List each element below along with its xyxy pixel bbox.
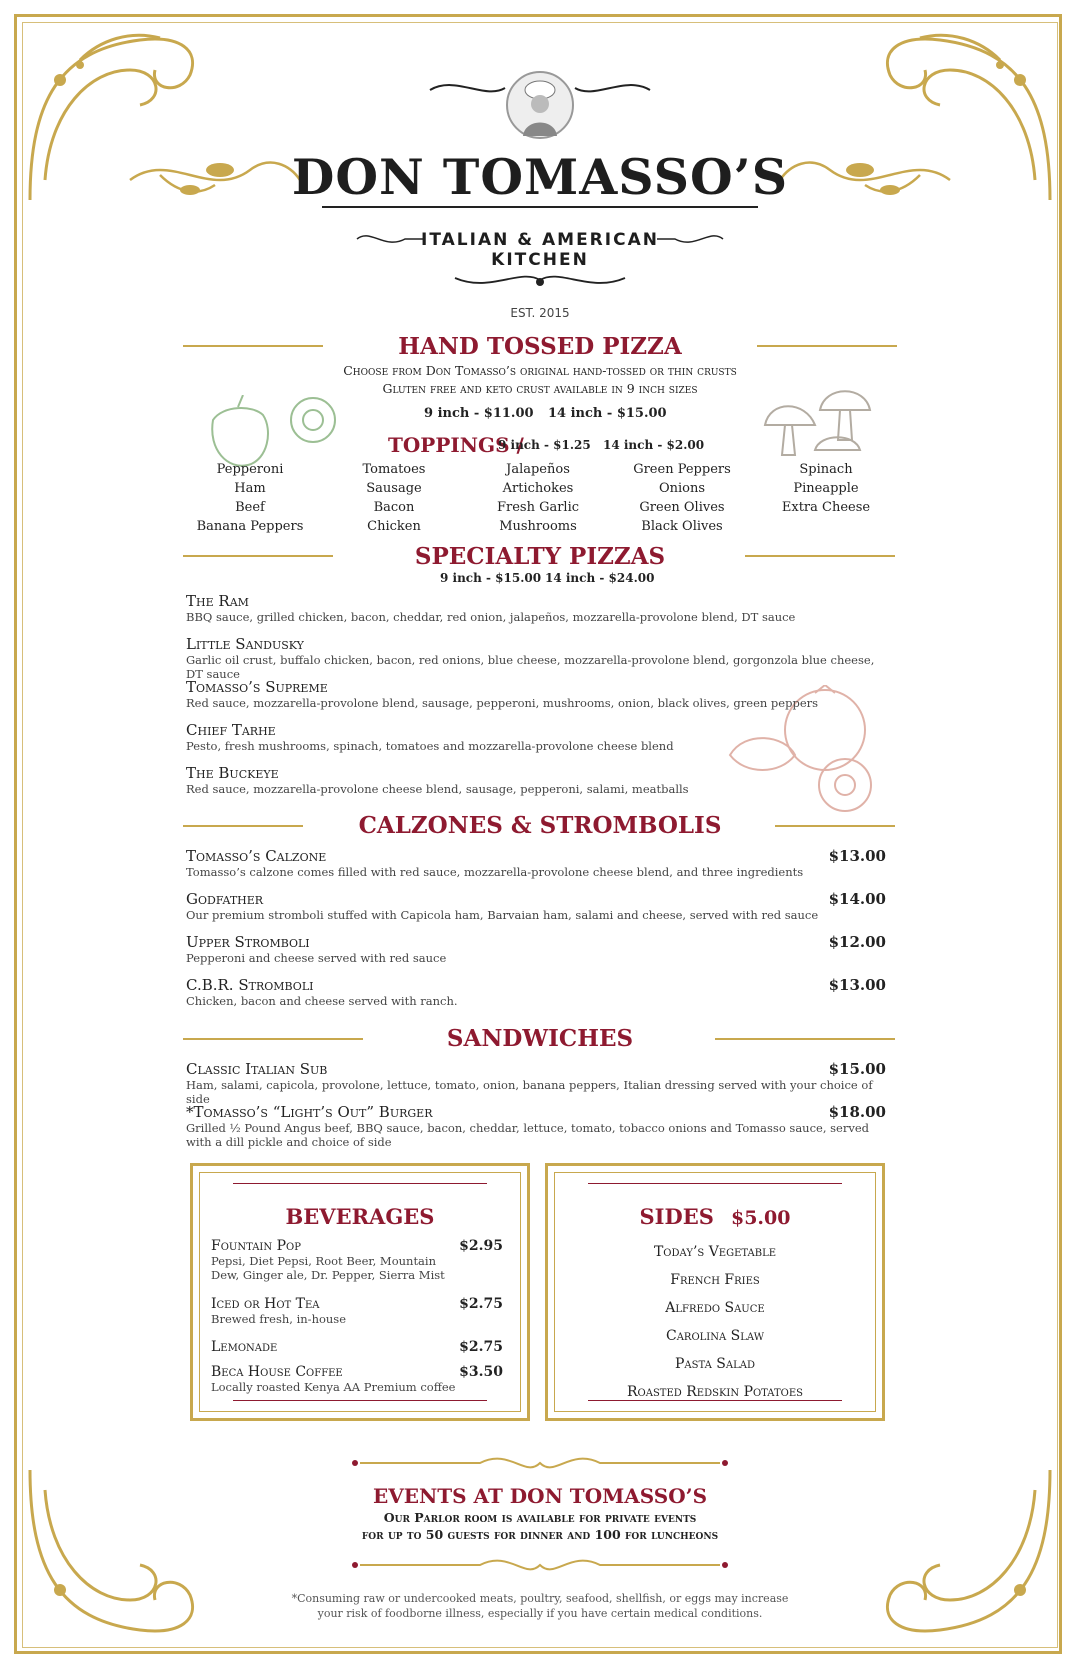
beverage-item (211, 1296, 503, 1326)
topping-item: Green Olives (639, 500, 725, 515)
scroll-left-icon (355, 228, 425, 250)
events-title: EVENTS AT DON TOMASSO’S (372, 1484, 708, 1508)
sandwich-item-price: $15.00 (828, 1060, 886, 1078)
calzone-item-name: Upper Stromboli (186, 933, 310, 951)
topping-item: Chicken (367, 519, 421, 534)
toppings-price-14: 14 inch - $2.00 (603, 438, 705, 452)
beverage-item-name: Beca House Coffee (211, 1364, 343, 1380)
beverage-item-price: $2.75 (459, 1296, 503, 1312)
calzone-item-name: C.B.R. Stromboli (186, 976, 314, 994)
box-rule (233, 1400, 487, 1401)
hand-tossed-price-9: 9 inch - $11.00 (424, 406, 534, 421)
scroll-right-icon (655, 228, 725, 250)
topping-item: Beef (235, 500, 265, 515)
calzone-item-desc: Our premium stromboli stuffed with Capicola ham, Barvaian ham, salami and cheese, served with red sauce (186, 908, 819, 922)
sandwiches-title: SANDWICHES (446, 1025, 634, 1052)
side-item: French Fries (670, 1272, 760, 1288)
calzone-item-desc: Chicken, bacon and cheese served with ranch. (186, 994, 458, 1008)
disclaimer-line-1: *Consuming raw or undercooked meats, poultry, seafood, shellfish, or eggs may increase (291, 1592, 789, 1605)
section-rule (183, 345, 323, 347)
topping-item: Pineapple (793, 481, 859, 496)
sandwich-item-desc: Ham, salami, capicola, provolone, lettuce, tomato, onion, banana peppers, Italian dressing served with your choice of side (186, 1078, 873, 1106)
sandwich-item-price: $18.00 (828, 1103, 886, 1121)
section-rule (775, 825, 895, 827)
calzone-item-desc: Tomasso’s calzone comes filled with red sauce, mozzarella-provolone cheese blend, and three ingredients (186, 865, 804, 879)
topping-item: Bacon (373, 500, 415, 515)
topping-item: Ham (234, 481, 266, 496)
topping-item: Tomatoes (362, 462, 426, 477)
calzones-title: CALZONES & STROMBOLIS (358, 812, 722, 839)
specialty-title: SPECIALTY PIZZAS (414, 543, 666, 570)
hand-tossed-desc-2: Gluten free and keto crust available in 9 inch sizes (382, 381, 698, 396)
calzone-item (186, 933, 886, 965)
sandwich-item (186, 1060, 886, 1106)
specialty-price-9: 9 inch - $15.00 (440, 571, 542, 585)
sides-heading (548, 1204, 882, 1229)
restaurant-subtitle-2: KITCHEN (491, 250, 589, 270)
hand-tossed-desc-1: Choose from Don Tomasso’s original hand-tossed or thin crusts (343, 363, 737, 378)
section-rule (757, 345, 897, 347)
topping-item: Pepperoni (216, 462, 284, 477)
events-line-1: Our Parlor room is available for private events (383, 1510, 697, 1525)
beverage-item-desc: Pepsi, Diet Pepsi, Root Beer, Mountain Dew, Ginger ale, Dr. Pepper, Sierra Mist (211, 1254, 445, 1282)
disclaimer-line-2: your risk of foodborne illness, especially if you have certain medical conditions. (317, 1607, 763, 1620)
specialty-item-desc: Red sauce, mozzarella-provolone blend, sausage, pepperoni, mushrooms, onion, black olives, green peppers (186, 696, 819, 710)
beverage-item-name: Iced or Hot Tea (211, 1296, 320, 1312)
specialty-price-14: 14 inch - $24.00 (545, 571, 655, 585)
calzone-item-price: $12.00 (828, 933, 886, 951)
section-rule (183, 1038, 363, 1040)
sides-title: SIDES (639, 1204, 714, 1229)
hand-tossed-price-14: 14 inch - $15.00 (548, 406, 667, 421)
specialty-item-name: Chief Tarhe (186, 721, 276, 739)
specialty-item-name: The Buckeye (186, 764, 279, 782)
topping-item: Banana Peppers (196, 519, 304, 534)
topping-item: Black Olives (641, 519, 723, 534)
specialty-item (186, 635, 886, 681)
sides-price: $5.00 (730, 1207, 791, 1229)
topping-item: Mushrooms (499, 519, 577, 534)
restaurant-name: DON TOMASSO’S (291, 148, 789, 206)
beverage-item-price: $2.75 (459, 1339, 503, 1355)
title-rule (322, 206, 758, 208)
specialty-item-name: The Ram (186, 592, 249, 610)
topping-item: Artichokes (502, 481, 574, 496)
specialty-item-desc: Garlic oil crust, buffalo chicken, bacon, red onions, blue cheese, mozzarella-provolone blend, gorgonzola blue cheese, DT sauce (186, 653, 875, 681)
box-rule (233, 1183, 487, 1184)
calzone-item-name: Tomasso’s Calzone (186, 847, 327, 865)
section-rule (183, 825, 303, 827)
topping-column-1 (190, 460, 310, 536)
topping-item: Green Peppers (633, 462, 731, 477)
mushroom-sketch-icon (760, 385, 880, 470)
beverage-item-name: Fountain Pop (211, 1238, 301, 1254)
sandwich-item-name: *Tomasso’s “Light’s Out” Burger (186, 1103, 433, 1121)
established-year: EST. 2015 (510, 306, 570, 320)
pepper-sketch-icon (198, 395, 348, 470)
topping-column-2 (334, 460, 454, 536)
beverage-item (211, 1339, 503, 1355)
sandwich-item-desc: Grilled ½ Pound Angus beef, BBQ sauce, bacon, cheddar, lettuce, tomato, tobacco onions and Tomasso sauce, served with a dill pickle and choice of side (186, 1121, 870, 1149)
specialty-item (186, 678, 886, 710)
beverage-item-desc: Locally roasted Kenya AA Premium coffee (211, 1380, 456, 1394)
specialty-item-desc: BBQ sauce, grilled chicken, bacon, cheddar, red onion, jalapeños, mozzarella-provolone blend, DT sauce (186, 610, 796, 624)
calzone-item (186, 976, 886, 1008)
beverage-item-price: $3.50 (459, 1364, 503, 1380)
beverages-box (190, 1163, 530, 1421)
beverage-item (211, 1364, 503, 1394)
specialty-item (186, 764, 886, 796)
side-item: Carolina Slaw (666, 1328, 764, 1344)
section-rule (183, 555, 333, 557)
events-line-2: for up to 50 guests for dinner and 100 for luncheons (361, 1527, 719, 1542)
topping-column-5 (766, 460, 886, 517)
side-item: Roasted Redskin Potatoes (626, 1384, 803, 1400)
sandwich-item-name: Classic Italian Sub (186, 1060, 328, 1078)
box-rule (588, 1183, 842, 1184)
chef-logo-icon (425, 70, 655, 140)
topping-item: Jalapeños (506, 462, 570, 477)
beverages-title: BEVERAGES (285, 1204, 435, 1229)
calzone-item (186, 890, 886, 922)
calzone-item-price: $13.00 (828, 847, 886, 865)
specialty-item (186, 721, 886, 753)
calzone-item-price: $14.00 (828, 890, 886, 908)
toppings-price-9: 9 inch - $1.25 (498, 438, 591, 452)
topping-item: Onions (658, 481, 706, 496)
calzone-item-price: $13.00 (828, 976, 886, 994)
calzone-item-name: Godfather (186, 890, 264, 908)
section-rule (715, 1038, 895, 1040)
beverage-item-name: Lemonade (211, 1339, 278, 1355)
topping-column-4 (622, 460, 742, 536)
side-item: Today’s Vegetable (653, 1244, 777, 1260)
calzone-item-desc: Pepperoni and cheese served with red sauce (186, 951, 447, 965)
sides-box (545, 1163, 885, 1421)
restaurant-subtitle-1: ITALIAN & AMERICAN (421, 230, 659, 250)
beverage-item (211, 1238, 503, 1282)
side-item: Pasta Salad (675, 1356, 755, 1372)
section-rule (745, 555, 895, 557)
events-top-flourish-icon (340, 1448, 740, 1478)
hand-tossed-title: HAND TOSSED PIZZA (398, 333, 682, 360)
beverage-item-price: $2.95 (459, 1238, 503, 1254)
topping-column-3 (478, 460, 598, 536)
specialty-item-name: Little Sandusky (186, 635, 304, 653)
beverage-item-desc: Brewed fresh, in-house (211, 1312, 347, 1326)
sandwich-item (186, 1103, 886, 1149)
scroll-divider-icon (450, 268, 630, 294)
specialty-item-name: Tomasso’s Supreme (186, 678, 328, 696)
events-bottom-flourish-icon (340, 1550, 740, 1580)
topping-item: Fresh Garlic (496, 500, 580, 515)
side-item: Alfredo Sauce (665, 1300, 765, 1316)
topping-item: Spinach (799, 462, 853, 477)
sides-list (548, 1238, 882, 1406)
topping-item: Extra Cheese (781, 500, 871, 515)
specialty-item-desc: Pesto, fresh mushrooms, spinach, tomatoes and mozzarella-provolone cheese blend (186, 739, 674, 753)
specialty-item-desc: Red sauce, mozzarella-provolone cheese blend, sausage, pepperoni, salami, meatballs (186, 782, 689, 796)
toppings-title: TOPPINGS / (388, 433, 524, 457)
specialty-item (186, 592, 886, 624)
calzone-item (186, 847, 886, 879)
topping-item: Sausage (366, 481, 422, 496)
